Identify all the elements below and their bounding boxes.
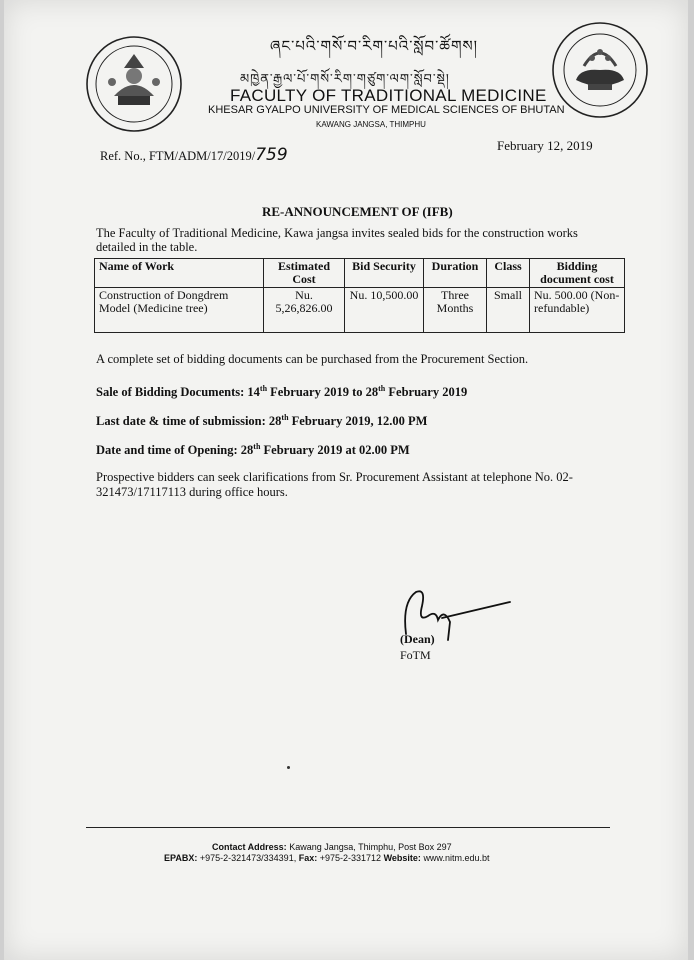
header-class: Class [487,259,530,288]
reference-handwritten-number: 759 [255,145,288,165]
submission-suffix: th [281,413,289,422]
intro-paragraph: The Faculty of Traditional Medicine, Kawa jangsa invites sealed bids for the construction works detailed in the table. [96,226,578,254]
table-row [95,288,625,333]
purchase-note: A complete set of bidding documents can be purchased from the Procurement Section. [96,352,529,366]
contact-address: Kawang Jangsa, Thimphu, Post Box 297 [289,842,452,852]
sale-start-suffix: th [259,384,268,393]
header-name-of-work: Name of Work [95,259,264,288]
sale-end-suffix: th [378,384,386,393]
header-duration: Duration [424,259,487,288]
faculty-name: FACULTY OF TRADITIONAL MEDICINE [230,86,547,105]
signatory-organization: FoTM [400,648,431,662]
clarification-line2: 321473/17117113 during office hours. [96,485,288,499]
sale-label: Sale of Bidding Documents: [96,385,245,400]
submission-rest: February 2019, 12.00 PM [291,414,428,429]
fax-number: +975-2-331712 [319,853,382,863]
footer-phone-line [164,853,489,863]
submission-deadline [96,413,427,429]
university-name: KHESAR GYALPO UNIVERSITY OF MEDICAL SCIENCES OF BHUTAN [208,104,565,116]
opening-day: 28 [240,443,254,458]
opening-rest: February 2019 at 02.00 PM [263,443,410,458]
footer-divider [86,827,610,828]
cell-duration: Three Months [424,288,487,333]
university-seal-left [84,34,184,134]
sale-end-day: 28 [365,385,379,400]
tibetan-name-line2: མཁྱེན་རྒྱལ་པོ་གསོ་རིག་གཙུག་ལག་སློབ་སྡེ། [240,72,450,87]
cell-name-of-work: Construction of Dongdrem Model (Medicine tree) [95,288,264,333]
clarification-line1: Prospective bidders can seek clarifications from Sr. Procurement Assistant at telephone No. 02- [96,470,573,484]
website-link[interactable]: www.nitm.edu.bt [423,853,490,863]
signatory-title: (Dean) [400,632,435,646]
location: KAWANG JANGSA, THIMPHU [316,120,426,129]
opening-label: Date and time of Opening: [96,443,238,458]
letter-date: February 12, 2019 [497,138,593,153]
sale-of-bidding-documents [96,384,467,400]
website-label: Website: [383,853,421,863]
page-mark [287,766,290,769]
header-bidding-document-cost: Bidding document cost [530,259,625,288]
opening-suffix: th [253,442,261,451]
sale-start-day: 14 [247,385,260,400]
table-header-row [95,259,625,288]
cell-class: Small [487,288,530,333]
reference-number [100,145,288,165]
faculty-seal-right [550,20,650,120]
header-bid-security: Bid Security [345,259,424,288]
cell-bid-security: Nu. 10,500.00 [345,288,424,333]
works-table [94,258,625,333]
epabx-label: EPABX: [164,853,198,863]
cell-estimated-cost: Nu. 5,26,826.00 [264,288,345,333]
fax-label: Fax: [298,853,318,863]
sale-start-rest: February 2019 to [270,385,363,400]
submission-label: Last date & time of submission: [96,414,266,429]
announcement-title: RE-ANNOUNCEMENT OF (IFB) [262,204,453,219]
contact-label: Contact Address: [212,842,287,852]
tibetan-name-line1: ཞང་པའི་གསོ་བ་རིག་པའི་སློབ་ཚོགས། [270,37,478,55]
cell-bidding-document-cost: Nu. 500.00 (Non-refundable) [530,288,625,333]
reference-label: Ref. No., FTM/ADM/17/2019/ [100,149,256,163]
sale-end-rest: February 2019 [388,385,468,400]
header-estimated-cost: Estimated Cost [264,259,345,288]
submission-day: 28 [268,414,282,429]
footer-contact-line [212,842,452,852]
epabx-number: +975-2-321473/334391, [199,853,297,863]
opening-time [96,442,410,458]
